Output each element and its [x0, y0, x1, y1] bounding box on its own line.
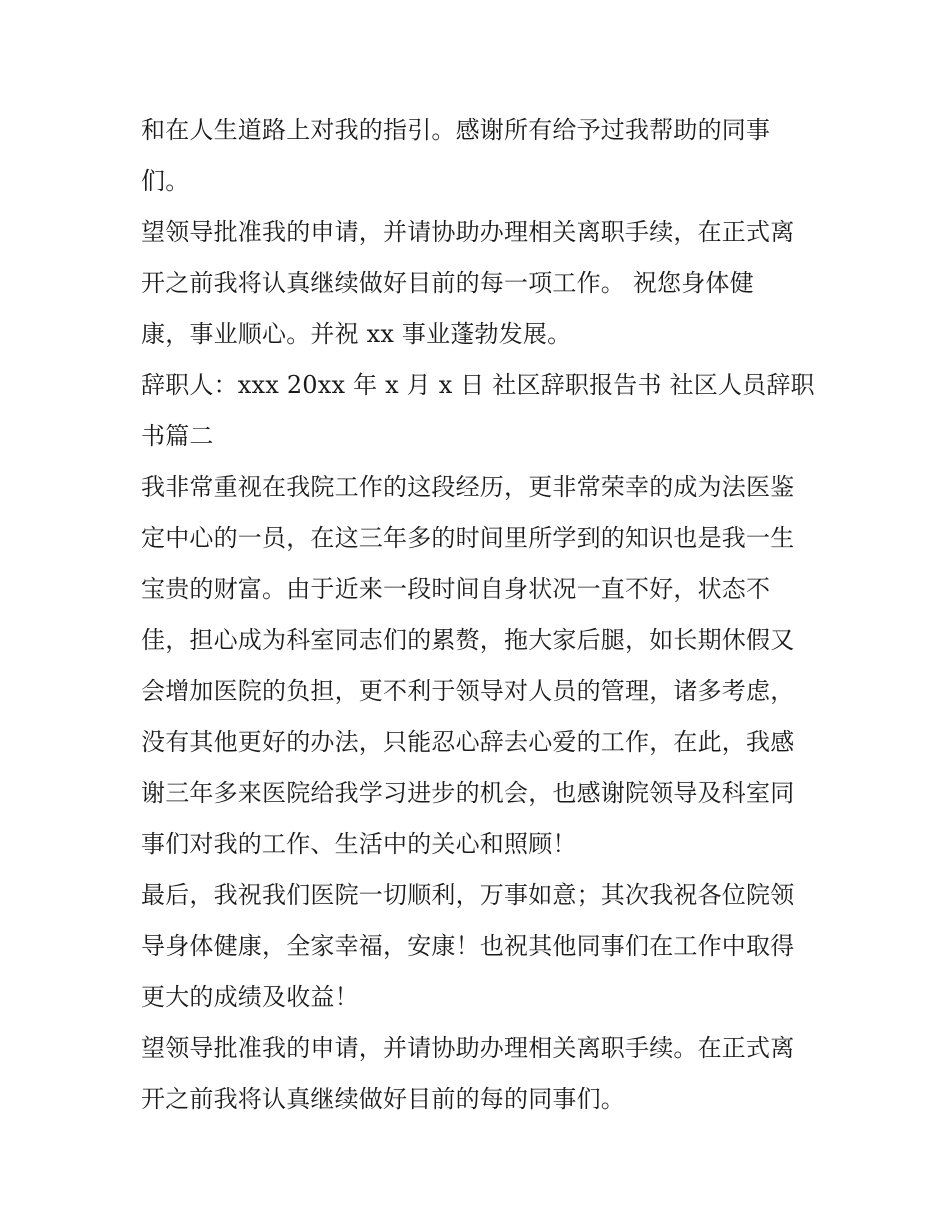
text-line: 更大的成绩及收益！ — [141, 983, 359, 1011]
text-line: 开之前我将认真继续做好目前的每一项工作。 祝您身体健 — [141, 269, 754, 297]
text-line: 望领导批准我的申请，并请协助办理相关离职手续，在正式离 — [141, 218, 795, 246]
text-line: 我非常重视在我院工作的这段经历，更非常荣幸的成为法医鉴 — [141, 473, 795, 501]
text-line: 导身体健康，全家幸福，安康！也祝其他同事们在工作中取得 — [141, 932, 795, 960]
text-line: 宝贵的财富。由于近来一段时间自身状况一直不好，状态不 — [141, 575, 771, 603]
text-line: 定中心的一员，在这三年多的时间里所学到的知识也是我一生 — [141, 524, 795, 552]
text-line: 开之前我将认真继续做好目前的每的同事们。 — [141, 1085, 625, 1113]
text-line: 事们对我的工作、生活中的关心和照顾！ — [141, 830, 577, 858]
document-body — [141, 105, 821, 1125]
text-line: 佳，担心成为科室同志们的累赘，拖大家后腿，如长期休假又 — [141, 626, 795, 654]
text-line: 康，事业顺心。并祝 xx 事业蓬勃发展。 — [141, 320, 572, 348]
text-line: 书篇二 — [141, 422, 214, 450]
text-line: 们。 — [141, 167, 190, 195]
text-line: 没有其他更好的办法，只能忍心辞去心爱的工作，在此，我感 — [141, 728, 795, 756]
text-line: 谢三年多来医院给我学习进步的机会，也感谢院领导及科室同 — [141, 779, 795, 807]
text-line: 辞职人：xxx 20xx 年 x 月 x 日 社区辞职报告书 社区人员辞职 — [141, 371, 815, 399]
text-line: 最后，我祝我们医院一切顺利，万事如意；其次我祝各位院领 — [141, 881, 795, 909]
text-line: 和在人生道路上对我的指引。感谢所有给予过我帮助的同事 — [141, 116, 771, 144]
text-line: 会增加医院的负担，更不利于领导对人员的管理，诸多考虑， — [141, 677, 795, 705]
text-line: 望领导批准我的申请，并请协助办理相关离职手续。在正式离 — [141, 1034, 795, 1062]
